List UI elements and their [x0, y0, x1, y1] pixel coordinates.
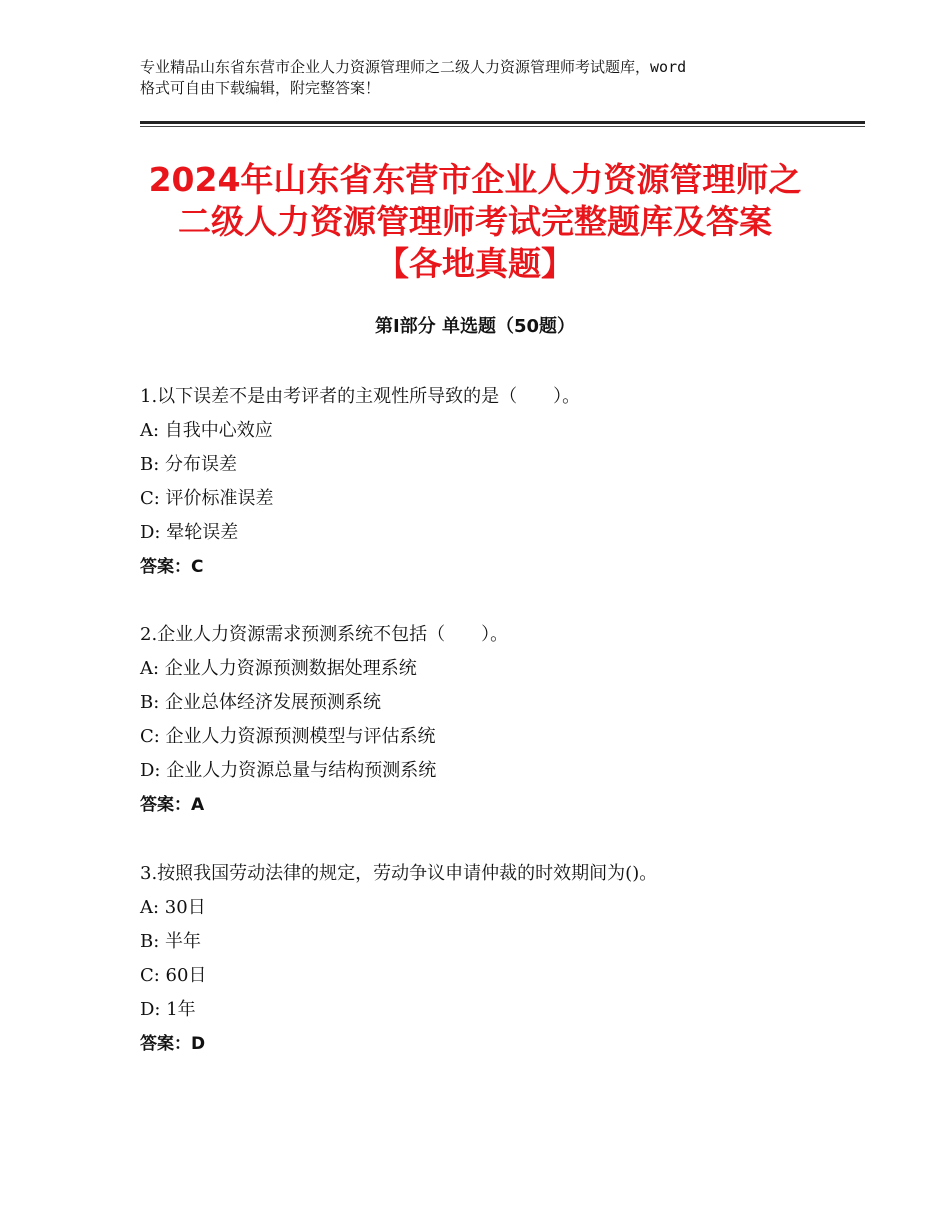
- option-c: C: 60日: [140, 965, 207, 986]
- option-c: C: 企业人力资源预测模型与评估系统: [140, 726, 436, 747]
- header-divider-thick: [140, 121, 865, 124]
- option-b: B: 分布误差: [140, 454, 238, 475]
- answer: 答案：C: [140, 557, 204, 577]
- header-note: [140, 57, 830, 99]
- page-title: [100, 159, 850, 285]
- page-title-line-3: 【各地真题】: [376, 244, 574, 283]
- page-title-line-1: 2024年山东省东营市企业人力资源管理师之: [148, 160, 802, 199]
- header-note-line-2: 格式可自由下载编辑，附完整答案！: [140, 79, 381, 97]
- header-note-line-1: 专业精品山东省东营市企业人力资源管理师之二级人力资源管理师考试题库，word: [140, 58, 687, 76]
- header-divider-thin: [140, 126, 865, 127]
- question-3: [140, 857, 860, 1061]
- question-stem: 3.按照我国劳动法律的规定，劳动争议申请仲裁的时效期间为()。: [140, 863, 658, 884]
- page-title-line-2: 二级人力资源管理师考试完整题库及答案: [178, 202, 772, 241]
- answer: 答案：A: [140, 795, 205, 815]
- option-c: C: 评价标准误差: [140, 488, 274, 509]
- option-a: A: 自我中心效应: [140, 420, 273, 441]
- question-1: [140, 380, 860, 584]
- question-stem: 1.以下误差不是由考评者的主观性所导致的是（ ）。: [140, 386, 581, 407]
- section-title: 第Ⅰ部分 单选题（50题）: [374, 316, 575, 337]
- option-b: B: 半年: [140, 931, 202, 952]
- question-stem: 2.企业人力资源需求预测系统不包括（ ）。: [140, 624, 509, 645]
- option-a: A: 30日: [140, 897, 206, 918]
- option-d: D: 晕轮误差: [140, 522, 239, 543]
- option-a: A: 企业人力资源预测数据处理系统: [140, 658, 417, 679]
- option-b: B: 企业总体经济发展预测系统: [140, 692, 382, 713]
- option-d: D: 企业人力资源总量与结构预测系统: [140, 760, 437, 781]
- question-2: [140, 618, 860, 822]
- answer: 答案：D: [140, 1034, 206, 1054]
- option-d: D: 1年: [140, 999, 196, 1020]
